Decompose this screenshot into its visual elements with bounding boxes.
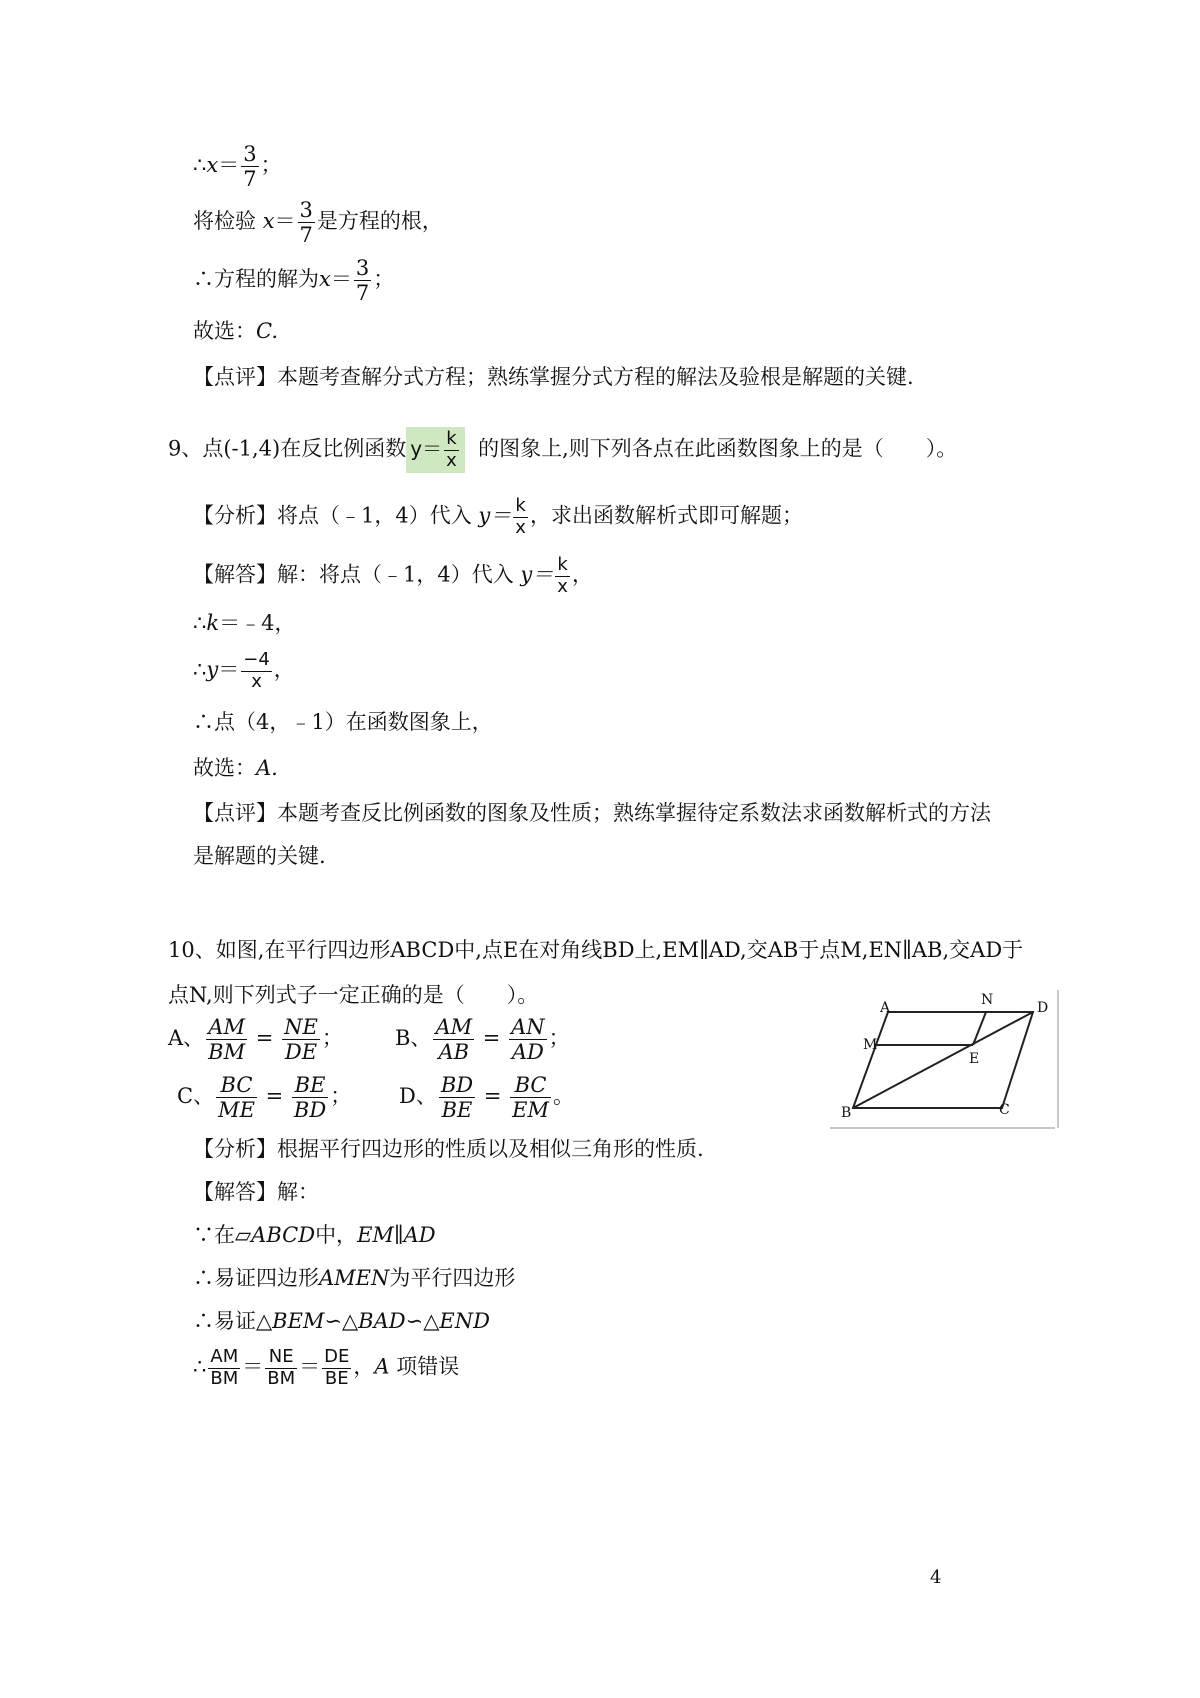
label-d: D xyxy=(1037,1000,1049,1016)
q10-step-1: ∵在▱ABCD中，EM∥AD xyxy=(193,1223,436,1247)
q8-solution-line: ∴方程的解为x＝ $\frac{3}{7}$ ； xyxy=(193,256,395,306)
parallelogram-figure xyxy=(830,990,1060,1130)
q9-point-line: ∴点（4，﹣1）在函数图象上， xyxy=(193,710,493,734)
q10-option-a: A、 $\frac{AM}{BM}$ = $\frac{NE}{DE}$ ； xyxy=(168,1015,343,1065)
q9-k-line: ∴k＝﹣4， xyxy=(193,611,296,635)
label-n: N xyxy=(981,992,994,1008)
q8-check-line: 将检验 x＝ $\frac{3}{7}$ 是方程的根， xyxy=(193,198,443,248)
q9-y-line: ∴y＝ $\frac{-4}{x}$ ， xyxy=(193,649,295,692)
q9-comment-1: 【点评】本题考查反比例函数的图象及性质；熟练掌握待定系数法求函数解析式的方法 xyxy=(193,801,991,825)
q10-option-c: C、 $\frac{BC}{ME}$ = $\frac{BE}{BD}$ ； xyxy=(177,1073,352,1123)
q8-choice: 故选：C. xyxy=(193,319,278,343)
q8-x-line: ∴x＝ $\frac{3}{7}$ ； xyxy=(193,142,282,192)
label-e: E xyxy=(969,1051,980,1067)
q10-step-3: ∴易证△BEM∽△BAD∽△END xyxy=(193,1309,490,1333)
q9-choice: 故选：A. xyxy=(193,756,278,780)
formula-image: y＝ $\frac{k}{x}$ xyxy=(406,427,465,473)
fraction: $\frac{3}{7}$ xyxy=(299,198,313,248)
q10-analysis: 【分析】根据平行四边形的性质以及相似三角形的性质. xyxy=(193,1137,704,1161)
q10-option-b: B、 $\frac{AM}{AB}$ = $\frac{AN}{AD}$ ； xyxy=(395,1015,570,1065)
label-b: B xyxy=(841,1105,852,1121)
q10-stem-1: 10、如图,在平行四边形ABCD中,点E在对角线BD上,EM∥AD,交AB于点M,EN∥AB,交AD于 xyxy=(168,938,1024,962)
q9-comment-2: 是解题的关键. xyxy=(193,844,326,868)
fraction: $\frac{3}{7}$ xyxy=(355,256,370,306)
q9-stem: 9、点(-1,4)在反比例函数 y＝ $\frac{k}{x}$ 的图象上,则下列各点在此函数图象上的是（ ）。 xyxy=(168,427,957,473)
q10-step-2: ∴易证四边形AMEN为平行四边形 xyxy=(193,1266,516,1290)
q10-stem-2: 点N,则下列式子一定正确的是（ ）。 xyxy=(168,983,539,1007)
q9-analysis: 【分析】将点（﹣1，4）代入 y＝ $\frac{k}{x}$ ，求出函数解析式即可解题； xyxy=(193,495,803,538)
q8-comment: 【点评】本题考查解分式方程；熟练掌握分式方程的解法及验根是解题的关键. xyxy=(193,365,914,389)
label-c: C xyxy=(999,1102,1010,1118)
fraction: $\frac{3}{7}$ xyxy=(243,142,257,192)
q9-answer: 【解答】解：将点（﹣1，4）代入 y＝ $\frac{k}{x}$ ， xyxy=(193,554,593,597)
label-m: M xyxy=(863,1037,878,1053)
page-number: 4 xyxy=(930,1567,942,1588)
label-a: A xyxy=(880,1000,891,1016)
q10-step-4: ∴ $\frac{AM}{BM}$ ＝ $\frac{NE}{BM}$ ＝ $\frac{DE}{BE}$ ，A 项错误 xyxy=(193,1346,460,1389)
q10-option-d: D、 $\frac{BD}{BE}$ = $\frac{BC}{EM}$ 。 xyxy=(399,1073,574,1123)
q10-answer-head: 【解答】解： xyxy=(193,1180,319,1204)
